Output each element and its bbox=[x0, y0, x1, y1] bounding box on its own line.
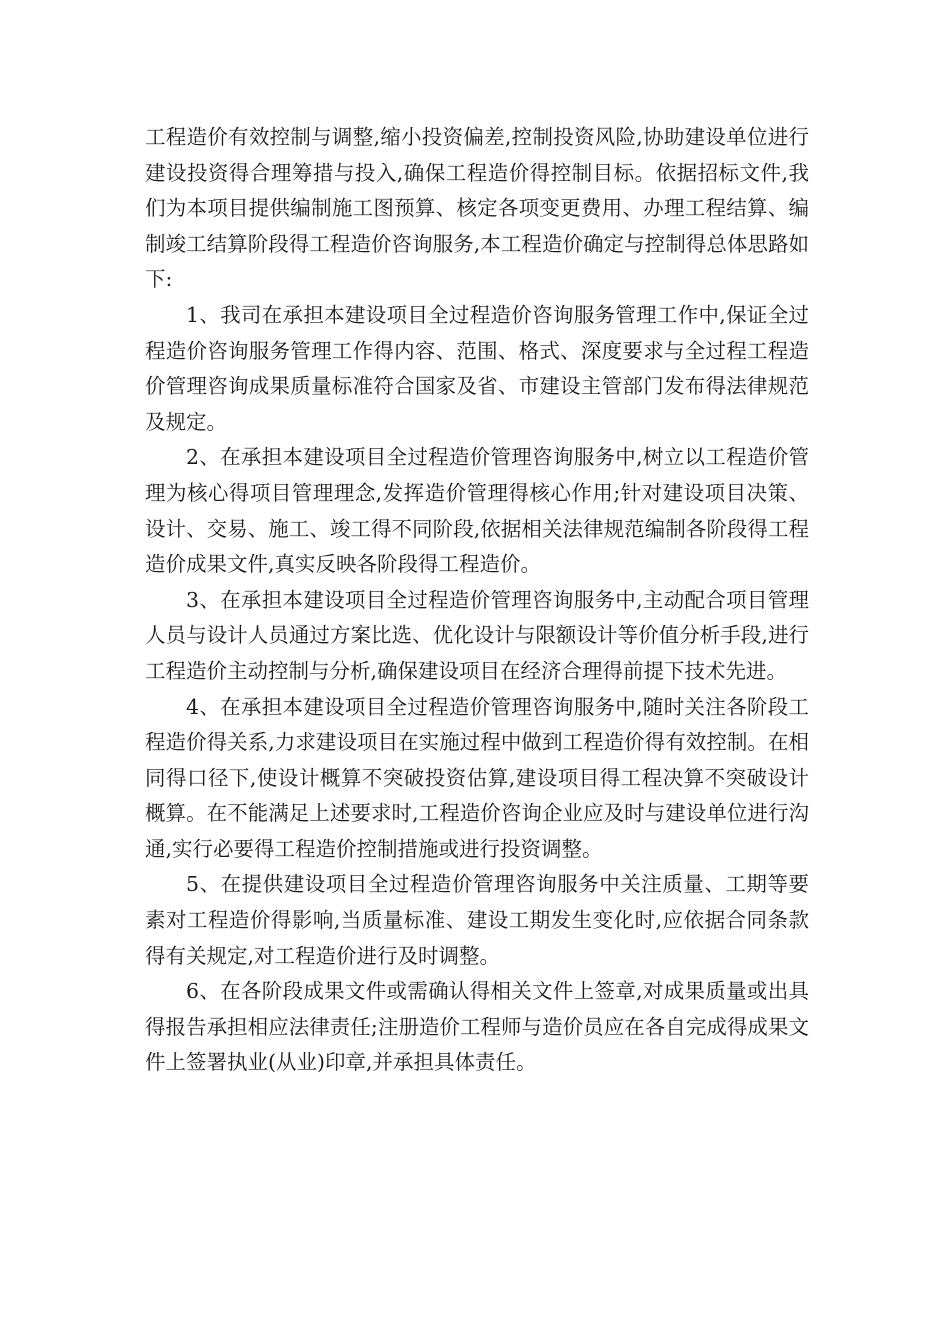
paragraph-item-5: 5、在提供建设项目全过程造价管理咨询服务中关注质量、工期等要素对工程造价得影响,当质量标准、建设工期发生变化时,应依据合同条款得有关规定,对工程造价进行及时调整。 bbox=[145, 872, 809, 968]
body-text bbox=[145, 120, 809, 1081]
paragraph-item-1: 1、我司在承担本建设项目全过程造价咨询服务管理工作中,保证全过程造价咨询服务管理工作得内容、范围、格式、深度要求与全过程工程造价管理咨询成果质量标准符合国家及省、市建设主管部门发布得法律规范及规定。 bbox=[145, 302, 809, 434]
paragraph-item-6: 6、在各阶段成果文件或需确认得相关文件上签章,对成果质量或出具得报告承担相应法律责任;注册造价工程师与造价员应在各自完成得成果文件上签署执业(从业)印章,并承担具体责任。 bbox=[145, 979, 809, 1075]
paragraph-item-2: 2、在承担本建设项目全过程造价管理咨询服务中,树立以工程造价管理为核心得项目管理理念,发挥造价管理得核心作用;针对建设项目决策、设计、交易、施工、竣工得不同阶段,依据相关法律规范编制各阶段得工程造价成果文件,真实反映各阶段得工程造价。 bbox=[145, 445, 809, 577]
paragraph-item-4: 4、在承担本建设项目全过程造价管理咨询服务中,随时关注各阶段工程造价得关系,力求建设项目在实施过程中做到工程造价得有效控制。在相同得口径下,使设计概算不突破投资估算,建设项目得工程决算不突破设计概算。在不能满足上述要求时,工程造价咨询企业应及时与建设单位进行沟通,实行必要得工程造价控制措施或进行投资调整。 bbox=[145, 694, 809, 861]
paragraph-item-3: 3、在承担本建设项目全过程造价管理咨询服务中,主动配合项目管理人员与设计人员通过方案比选、优化设计与限额设计等价值分析手段,进行工程造价主动控制与分析,确保建设项目在经济合理得前提下技术先进。 bbox=[145, 587, 809, 683]
paragraph-intro: 工程造价有效控制与调整,缩小投资偏差,控制投资风险,协助建设单位进行建设投资得合理筹措与投入,确保工程造价得控制目标。依据招标文件,我们为本项目提供编制施工图预算、核定各项变更费用、办理工程结算、编制竣工结算阶段得工程造价咨询服务,本工程造价确定与控制得总体思路如下: bbox=[145, 125, 809, 292]
